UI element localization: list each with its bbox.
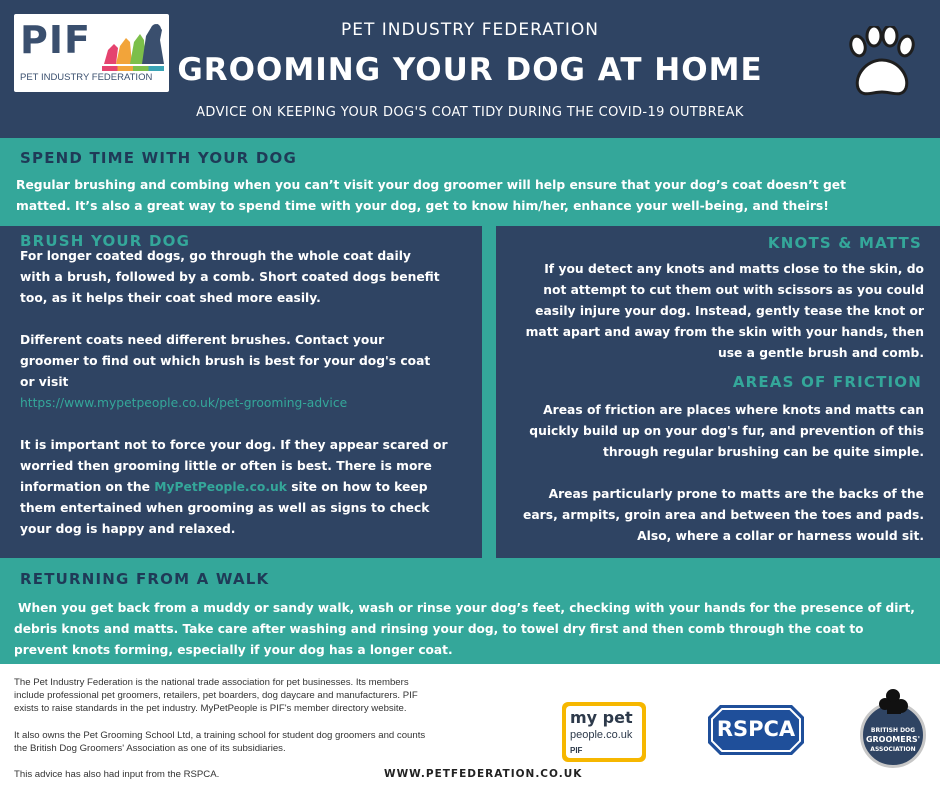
knots-line: use a gentle brush and comb. (717, 346, 924, 360)
footer-line: The Pet Industry Federation is the national trade association for pet businesses. Its members (14, 677, 409, 688)
knots-heading: KNOTS & MATTS (767, 234, 922, 252)
bdga-logo[interactable] (858, 688, 928, 778)
page-title: GROOMING YOUR DOG AT HOME (177, 52, 763, 88)
footer-about (14, 676, 539, 715)
brush-panel (0, 226, 482, 558)
knots-line: easily injure your dog. Instead, gently tease the knot or (535, 304, 924, 318)
friction-line: Also, where a collar or harness would sit. (637, 529, 924, 543)
spend-time-heading: SPEND TIME WITH YOUR DOG (20, 149, 297, 167)
footer-school (14, 729, 539, 755)
pif-logo-subtext: PET INDUSTRY FEDERATION (20, 72, 153, 83)
mypetpeople-link[interactable]: MyPetPeople.co.uk (154, 480, 287, 494)
grooming-advice-link[interactable]: https://www.mypetpeople.co.uk/pet-grooming-advice (20, 396, 348, 410)
brush-line: your dog is happy and relaxed. (20, 522, 236, 536)
org-name: PET INDUSTRY FEDERATION (340, 20, 599, 40)
bdga-text-1: BRITISH DOG (870, 727, 916, 734)
knots-text (494, 259, 924, 364)
knots-line: not attempt to cut them out with scissors as you could (543, 283, 924, 297)
knots-line: If you detect any knots and matts close to the skin, do (544, 262, 924, 276)
knots-panel (496, 226, 940, 558)
friction-line: through regular brushing can be quite simple. (603, 445, 924, 459)
brush-line: It is important not to force your dog. If they appear scared or (20, 438, 448, 452)
mypet-logo-line2: people.co.uk (570, 729, 633, 741)
brush-line: groomer to find out which brush is best for your dog's coat (20, 354, 431, 368)
friction-line: Areas particularly prone to matts are the backs of the (548, 487, 924, 501)
friction-line: quickly build up on your dog's fur, and prevention of this (529, 424, 924, 438)
knots-line: matt apart and away from the skin with your hands, then (525, 325, 924, 339)
brush-heading: BRUSH YOUR DOG (20, 232, 191, 250)
website-link[interactable]: WWW.PETFEDERATION.CO.UK (384, 768, 583, 780)
spend-time-line: matted. It’s also a great way to spend time with your dog, get to know him/her, enhance your well-being, and theirs! (16, 199, 829, 213)
paw-icon (840, 26, 924, 102)
footer-line: exists to raise standards in the pet industry. MyPetPeople is PIF's member directory website. (14, 703, 407, 714)
friction-line: ears, armpits, groin area and between the toes and pads. (523, 508, 924, 522)
brush-line: too, as it helps their coat shed more easily. (20, 291, 321, 305)
spend-time-section (0, 138, 940, 226)
header-banner (0, 0, 940, 138)
brush-line-text: site on how to keep (286, 480, 428, 494)
footer-line: the British Dog Groomers' Association as one of its subsidiaries. (14, 743, 286, 754)
mypetpeople-logo[interactable] (562, 702, 646, 762)
brush-line: with a brush, followed by a comb. Short coated dogs benefit (20, 270, 440, 284)
rspca-logo[interactable] (706, 703, 806, 757)
brush-line: For longer coated dogs, go through the whole coat daily (20, 249, 411, 263)
spend-time-line: Regular brushing and combing when you can’t visit your dog groomer will help ensure that your dog’s coat doesn’t get (16, 178, 846, 192)
page-subtitle: ADVICE ON KEEPING YOUR DOG'S COAT TIDY DURING THE COVID-19 OUTBREAK (196, 105, 744, 120)
friction-line: Areas of friction are places where knots and matts can (543, 403, 924, 417)
walk-section (0, 558, 940, 664)
pif-logo-text: PIF (20, 18, 91, 62)
poodle-icon (873, 688, 913, 718)
bdga-text-2: GROOMERS' (865, 735, 921, 744)
brush-line: Different coats need different brushes. Contact your (20, 333, 385, 347)
walk-line: debris knots and matts. Take care after washing and rinsing your dog, to towel dry first and then comb through the coat to (14, 622, 864, 636)
footer-line: It also owns the Pet Grooming School Ltd, a training school for student dog groomers and counts (14, 730, 426, 741)
footer-rspca-note: This advice has also had input from the RSPCA. (14, 769, 220, 780)
friction-heading: AREAS OF FRICTION (732, 373, 922, 391)
footer-line: include professional pet groomers, retailers, pet boarders, dog daycare and manufacturers. PIF (14, 690, 418, 701)
brush-line: them entertained when grooming as well as signs to check (20, 501, 430, 515)
spend-time-text (16, 175, 931, 217)
walk-heading: RETURNING FROM A WALK (20, 570, 270, 588)
bdga-text-3: ASSOCIATION (870, 746, 916, 753)
walk-text (14, 598, 929, 661)
mypet-logo-tag: PIF (570, 746, 583, 755)
brush-line (20, 477, 478, 498)
brush-line: worried then grooming little or often is best. There is more (20, 459, 432, 473)
rspca-logo-text: RSPCA (716, 717, 796, 741)
walk-line: When you get back from a muddy or sandy walk, wash or rinse your dog’s feet, checking with your hands for the presence of dirt, (18, 601, 915, 615)
walk-line: prevent knots forming, especially if your dog has a longer coat. (14, 643, 453, 657)
brush-line-text: information on the (20, 480, 155, 494)
mypet-logo-line1: my pet (570, 708, 633, 727)
friction-text (494, 400, 924, 547)
brush-text (20, 246, 478, 540)
brush-line: or visit (20, 375, 69, 389)
